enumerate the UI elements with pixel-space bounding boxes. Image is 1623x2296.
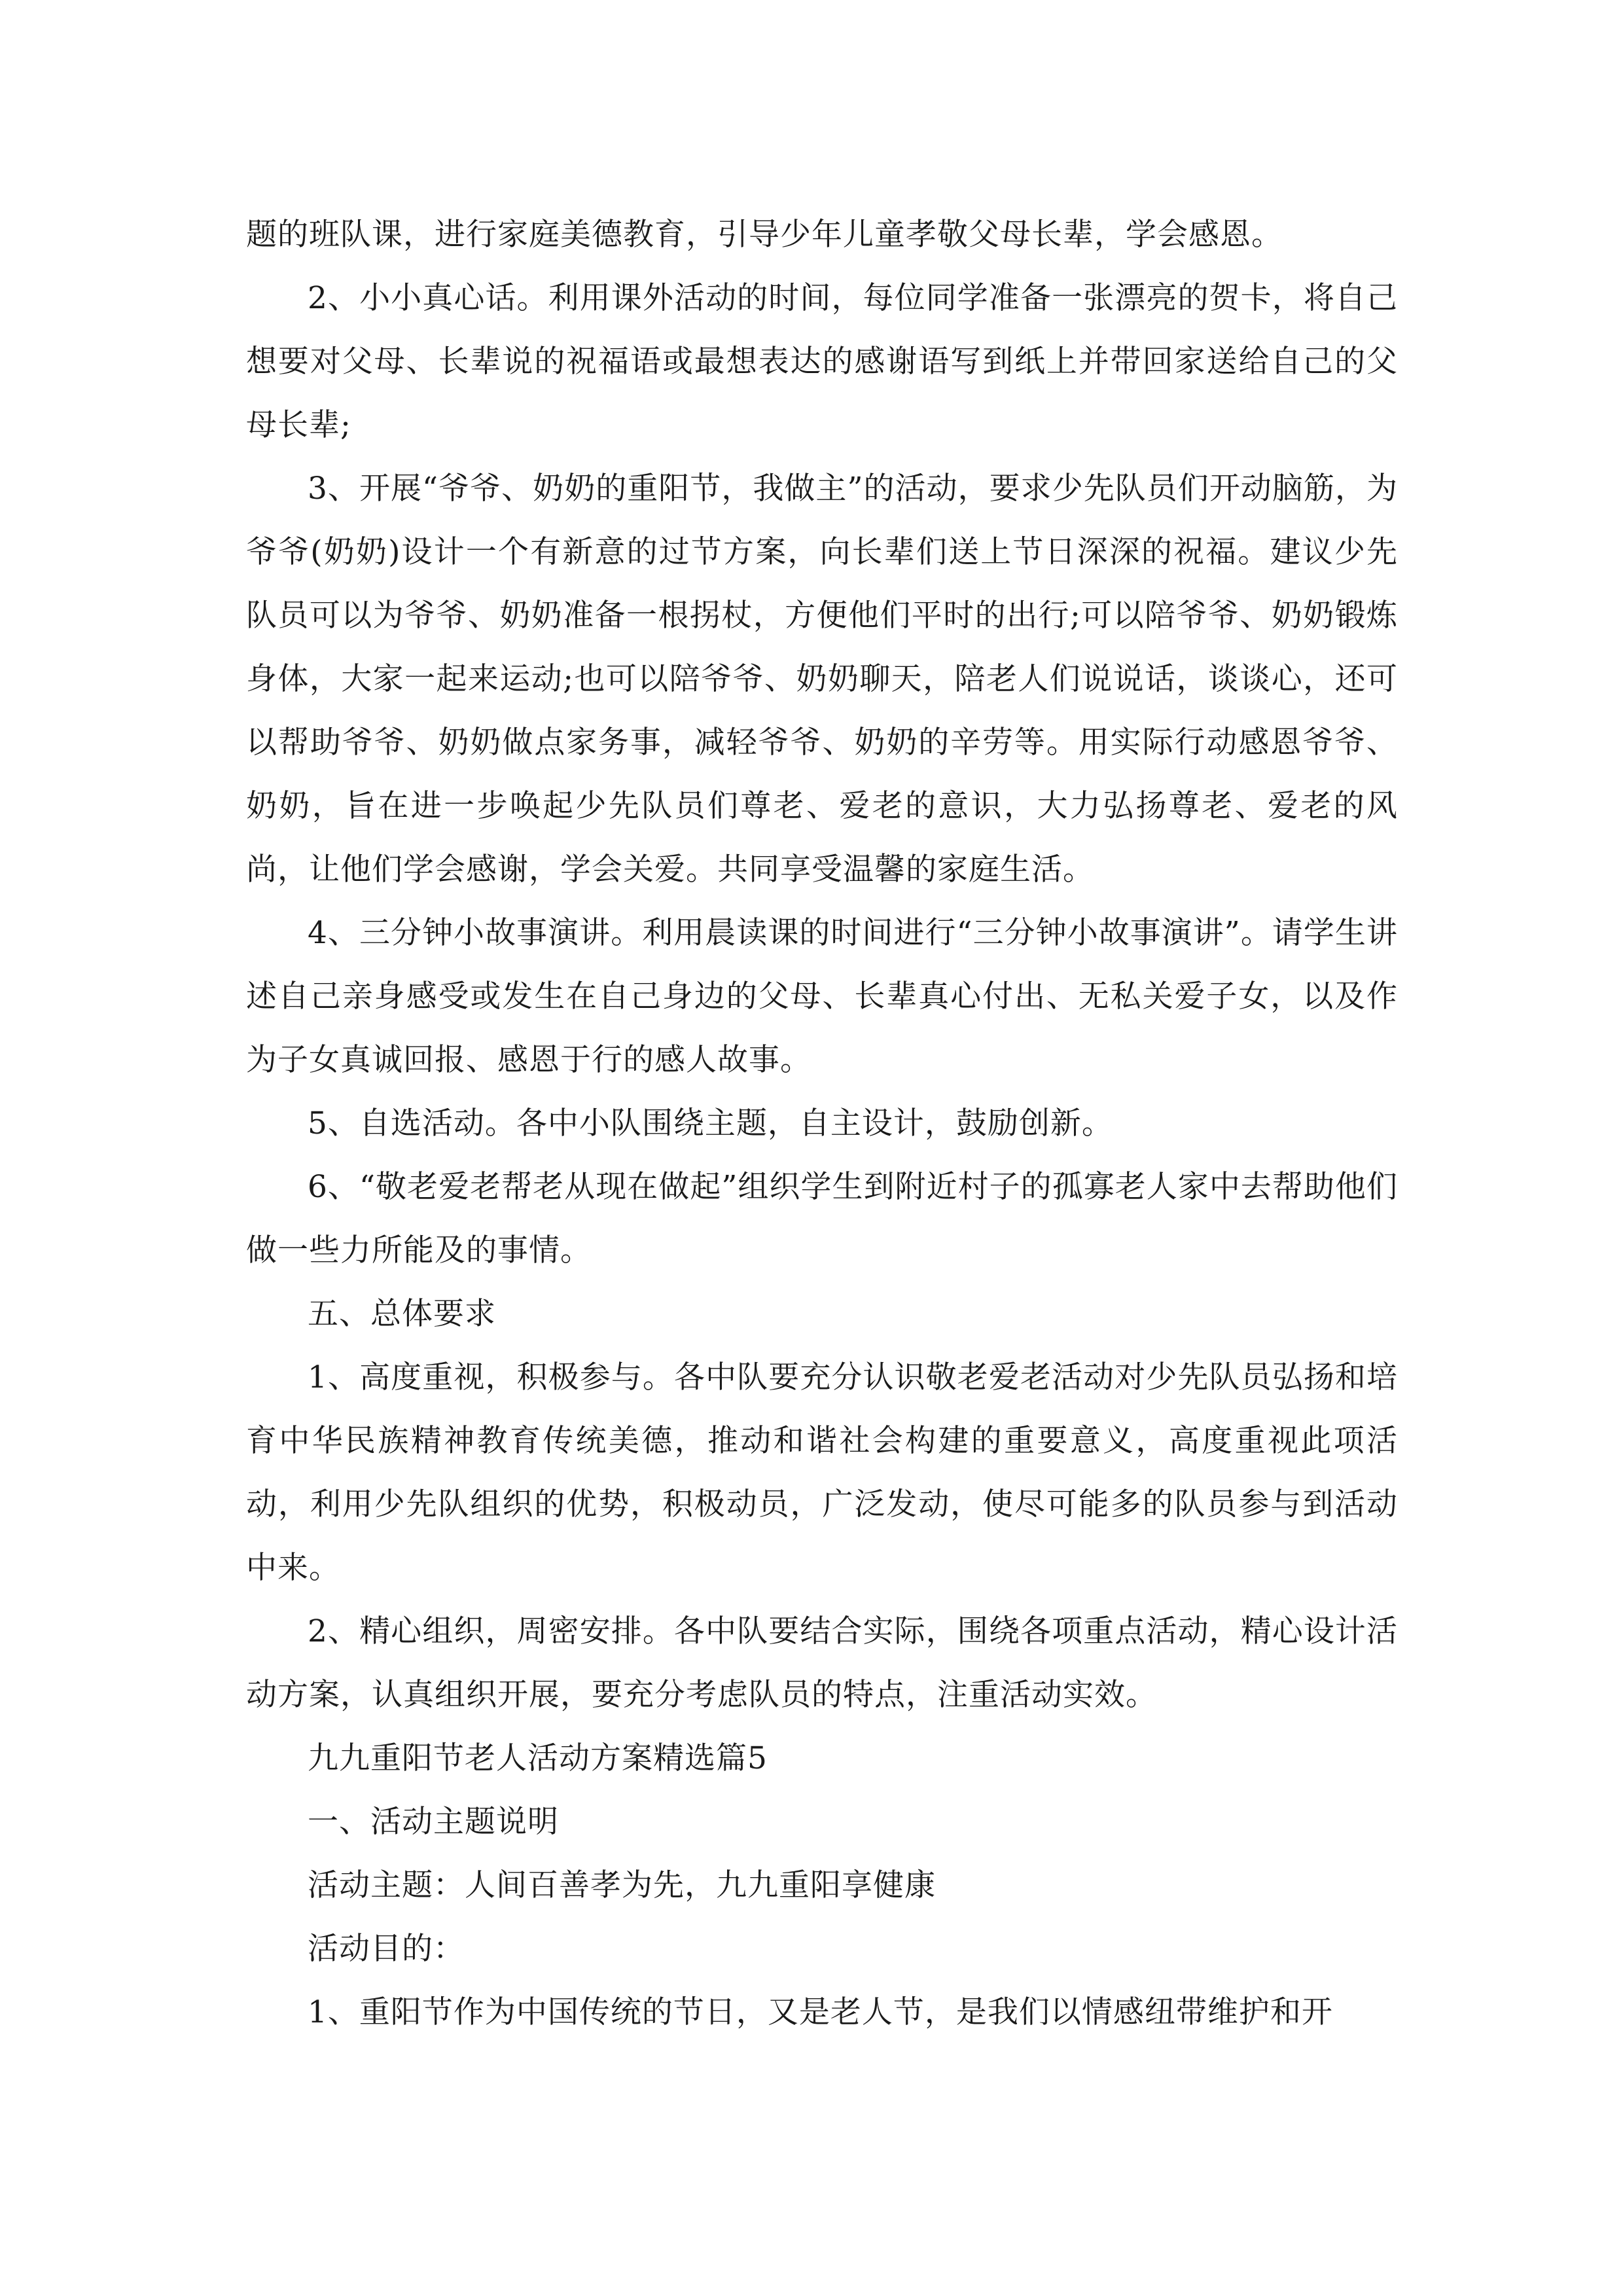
paragraph-item-5: 5、自选活动。各中小队围绕主题，自主设计，鼓励创新。 xyxy=(308,1105,1113,1141)
document-body xyxy=(246,203,1398,2044)
section-heading-theme: 一、活动主题说明 xyxy=(308,1804,559,1840)
paragraph-purpose-1: 1、重阳节作为中国传统的节日，又是老人节，是我们以情感纽带维护和开 xyxy=(308,1994,1333,2030)
paragraph-continuation: 题的班队课，进行家庭美德教育，引导少年儿童孝敬父母长辈，学会感恩。 xyxy=(246,217,1283,253)
paragraph-theme: 活动主题：人间百善孝为先，九九重阳享健康 xyxy=(308,1867,936,1903)
paragraph-requirement-2: 2、精心组织，周密安排。各中队要结合实际，围绕各项重点活动，精心设计活动方案，认真组织开展，要充分考虑队员的特点，注重活动实效。 xyxy=(246,1613,1398,1713)
section-heading-requirements: 五、总体要求 xyxy=(308,1296,496,1332)
paragraph-item-3: 3、开展“爷爷、奶奶的重阳节，我做主”的活动，要求少先队员们开动脑筋，为爷爷(奶奶)设计一个有新意的过节方案，向长辈们送上节日深深的祝福。建议少先队员可以为爷爷、奶奶准备一根拐杖，方便他们平时的出行;可以陪爷爷、奶奶锻炼身体，大家一起来运动;也可以陪爷爷、奶奶聊天，陪老人们说说话，谈谈心，还可以帮助爷爷、奶奶做点家务事，减轻爷爷、奶奶的辛劳等。用实际行动感恩爷爷、奶奶，旨在进一步唤起少先队员们尊老、爱老的意识，大力弘扬尊老、爱老的风尚，让他们学会感谢，学会关爱。共同享受温馨的家庭生活。 xyxy=(246,471,1398,888)
paragraph-requirement-1: 1、高度重视，积极参与。各中队要充分认识敬老爱老活动对少先队员弘扬和培育中华民族精神教育传统美德，推动和谐社会构建的重要意义，高度重视此项活动，利用少先队组织的优势，积极动员，广泛发动，使尽可能多的队员参与到活动中来。 xyxy=(246,1359,1398,1586)
paragraph-item-2: 2、小小真心话。利用课外活动的时间，每位同学准备一张漂亮的贺卡，将自己想要对父母、长辈说的祝福语或最想表达的感谢语写到纸上并带回家送给自己的父母长辈; xyxy=(246,280,1398,443)
paragraph-item-4: 4、三分钟小故事演讲。利用晨读课的时间进行“三分钟小故事演讲”。请学生讲述自己亲身感受或发生在自己身边的父母、长辈真心付出、无私关爱子女，以及作为子女真诚回报、感恩于行的感人故事。 xyxy=(246,915,1398,1078)
paragraph-purpose-label: 活动目的： xyxy=(308,1931,465,1967)
article-title: 九九重阳节老人活动方案精选篇5 xyxy=(308,1740,768,1776)
paragraph-item-6: 6、“敬老爱老帮老从现在做起”组织学生到附近村子的孤寡老人家中去帮助他们做一些力所能及的事情。 xyxy=(246,1169,1398,1268)
